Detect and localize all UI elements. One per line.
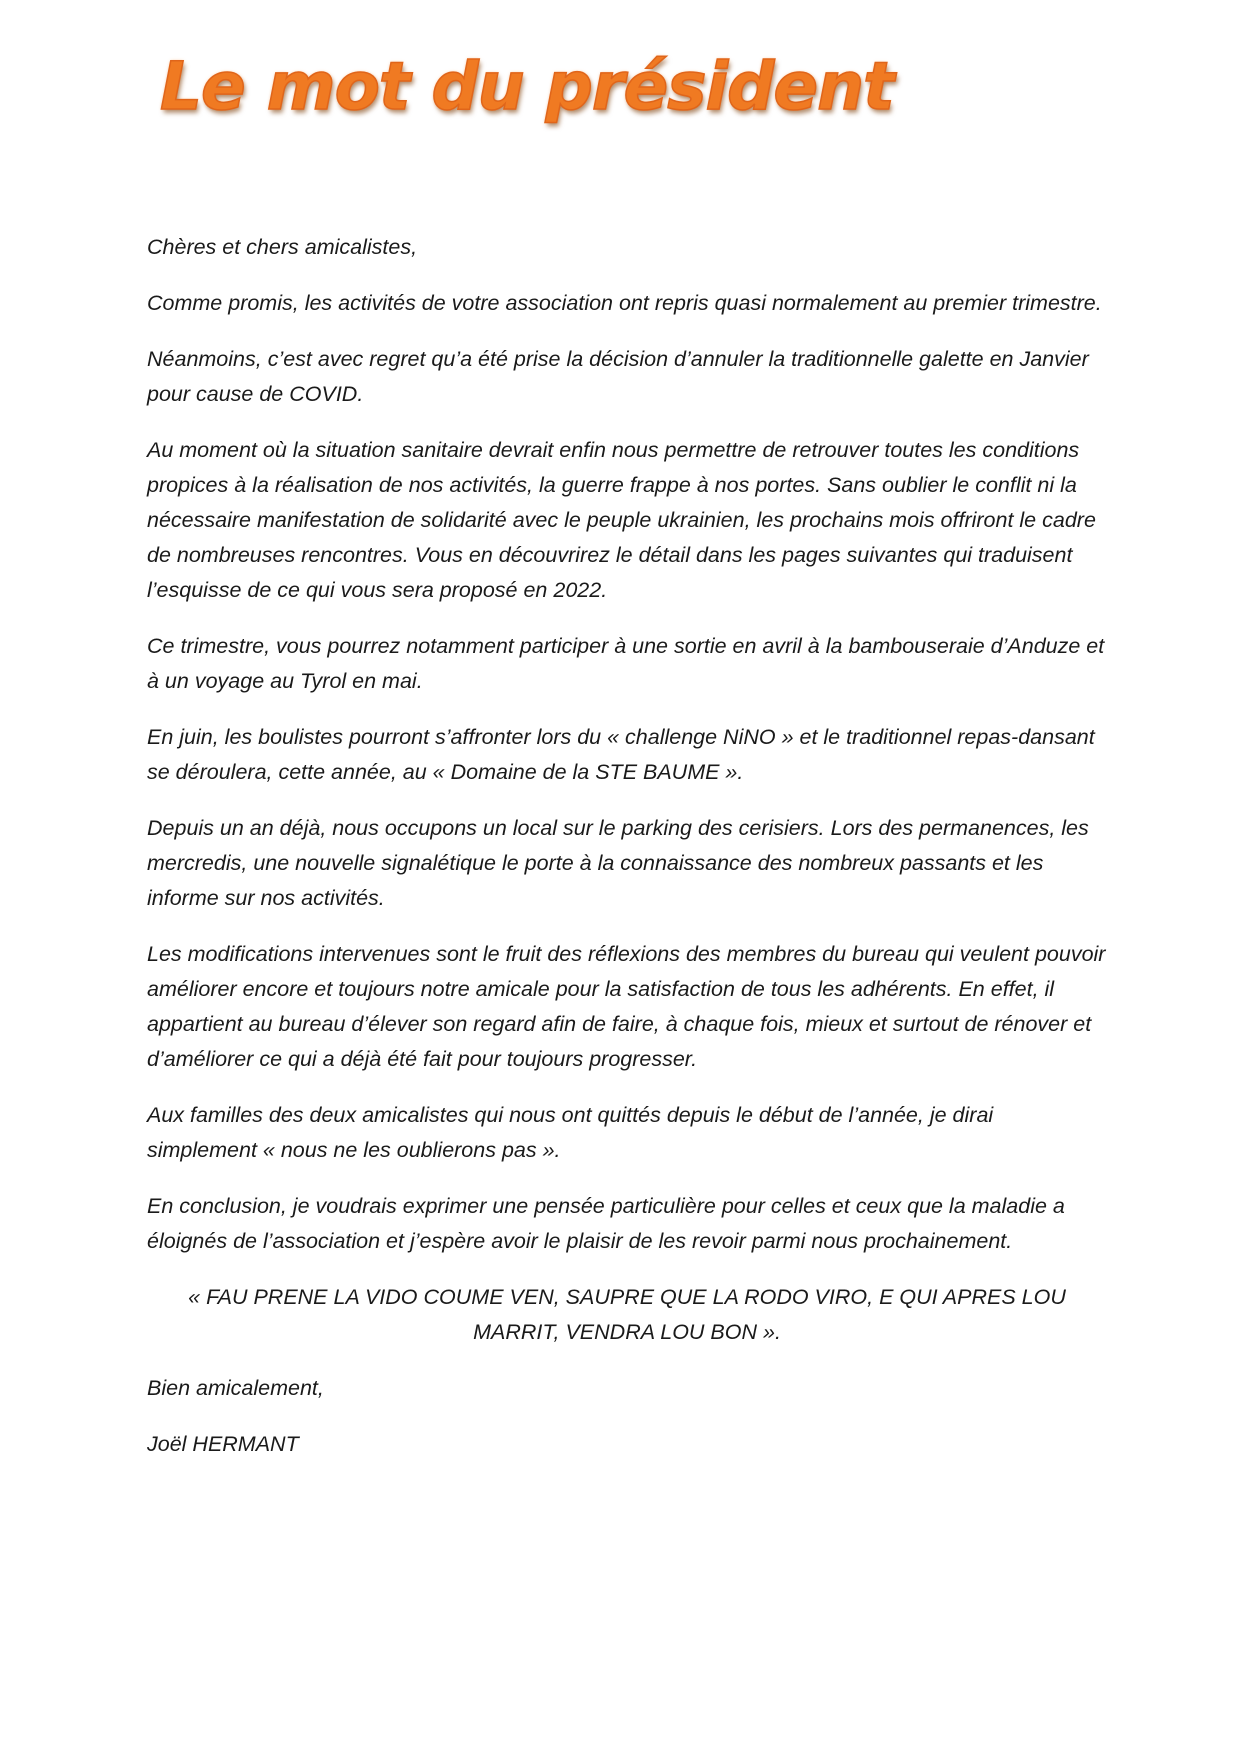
paragraph-juin: En juin, les boulistes pourront s’affronter lors du « challenge NiNO » et le traditionnel repas-dansant se déroulera, cette année, au « Domaine de la STE BAUME ». (147, 725, 1095, 784)
closing: Bien amicalement, (147, 1376, 324, 1400)
provencal-quote: « FAU PRENE LA VIDO COUME VEN, SAUPRE QUE LA RODO VIRO, E QUI APRES LOU MARRIT, VENDRA LOU BON ». (188, 1285, 1066, 1344)
paragraph-activities: Comme promis, les activités de votre association ont repris quasi normalement au premier trimestre. (147, 291, 1102, 315)
paragraph-modifications: Les modifications intervenues sont le fruit des réflexions des membres du bureau qui veulent pouvoir améliorer encore et toujours notre amicale pour la satisfaction de tous les adhérents. En effet, il appartient au bureau d’élever son regard afin de faire, à chaque fois, mieux et surtout de rénover et d’améliorer ce qui a déjà été fait pour toujours progresser. (147, 942, 1106, 1071)
paragraph-conclusion: En conclusion, je voudrais exprimer une pensée particulière pour celles et ceux que la maladie a éloignés de l’association et j’espère avoir le plaisir de les revoir parmi nous prochainement. (147, 1194, 1065, 1253)
letter-body (147, 230, 1107, 1483)
salutation: Chères et chers amicalistes, (147, 235, 418, 259)
paragraph-galette: Néanmoins, c’est avec regret qu’a été prise la décision d’annuler la traditionnelle galette en Janvier pour cause de COVID. (147, 347, 1089, 406)
paragraph-situation: Au moment où la situation sanitaire devrait enfin nous permettre de retrouver toutes les conditions propices à la réalisation de nos activités, la guerre frappe à nos portes. Sans oublier le conflit ni la nécessaire manifestation de solidarité avec le peuple ukrainien, les prochains mois offriront le cadre de nombreuses rencontres. Vous en découvrirez le détail dans les pages suivantes qui traduisent l’esquisse de ce qui vous sera proposé en 2022. (147, 438, 1096, 602)
paragraph-familles: Aux familles des deux amicalistes qui nous ont quittés depuis le début de l’année, je dirai simplement « nous ne les oublierons pas ». (147, 1103, 994, 1162)
signature: Joël HERMANT (147, 1432, 299, 1456)
paragraph-trimestre: Ce trimestre, vous pourrez notamment participer à une sortie en avril à la bambouseraie d’Anduze et à un voyage au Tyrol en mai. (147, 634, 1105, 693)
page-title: Le mot du président (160, 48, 894, 125)
paragraph-local: Depuis un an déjà, nous occupons un local sur le parking des cerisiers. Lors des permanences, les mercredis, une nouvelle signalétique le porte à la connaissance des nombreux passants et les informe sur nos activités. (147, 816, 1089, 910)
